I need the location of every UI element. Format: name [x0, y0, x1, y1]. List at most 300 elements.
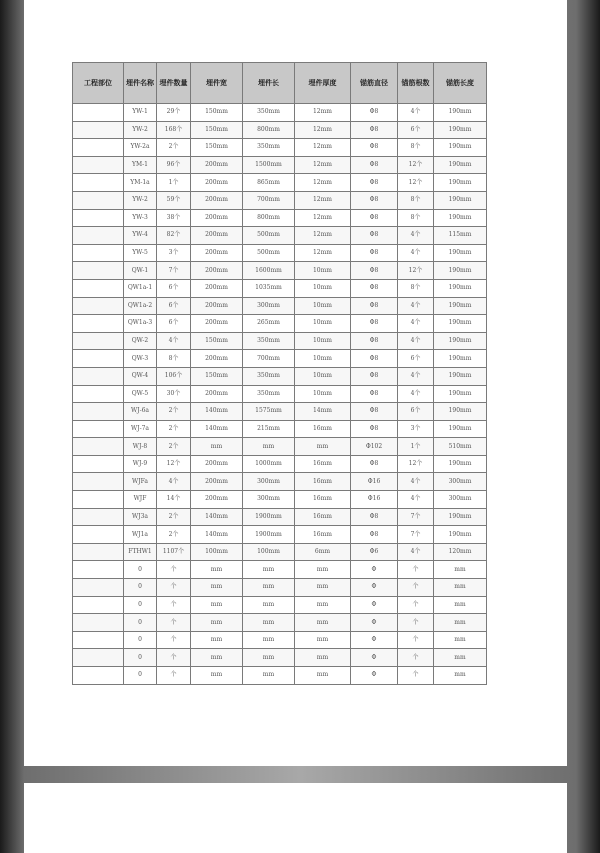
cell-project-location	[73, 420, 124, 438]
cell-project-location	[73, 315, 124, 333]
cell-part-thickness: 12mm	[295, 227, 351, 245]
table-body	[73, 104, 487, 685]
cell-part-length: mm	[243, 438, 295, 456]
cell-part-name: 0	[124, 614, 157, 632]
cell-anchor-length: 190mm	[434, 279, 487, 297]
cell-part-name: QW1a-3	[124, 315, 157, 333]
cell-part-thickness: mm	[295, 614, 351, 632]
cell-part-length: 800mm	[243, 121, 295, 139]
cell-part-name: WJFa	[124, 473, 157, 491]
cell-part-length: 1000mm	[243, 455, 295, 473]
cell-part-name: QW-5	[124, 385, 157, 403]
cell-anchor-diameter: Φ8	[351, 403, 398, 421]
cell-part-thickness: mm	[295, 561, 351, 579]
cell-part-length: 350mm	[243, 385, 295, 403]
cell-anchor-length: 300mm	[434, 491, 487, 509]
cell-part-width: mm	[191, 438, 243, 456]
cell-anchor-length: mm	[434, 596, 487, 614]
cell-anchor-count: 4个	[398, 367, 434, 385]
cell-project-location	[73, 631, 124, 649]
cell-project-location	[73, 139, 124, 157]
cell-anchor-length: 190mm	[434, 526, 487, 544]
table-row	[73, 579, 487, 597]
table-row	[73, 104, 487, 122]
cell-anchor-count: 6个	[398, 350, 434, 368]
cell-part-quantity: 个	[157, 596, 191, 614]
cell-project-location	[73, 350, 124, 368]
cell-anchor-length: 190mm	[434, 209, 487, 227]
cell-anchor-diameter: Φ102	[351, 438, 398, 456]
cell-part-name: WJF	[124, 491, 157, 509]
cell-part-length: mm	[243, 649, 295, 667]
cell-anchor-diameter: Φ8	[351, 315, 398, 333]
cell-part-quantity: 30个	[157, 385, 191, 403]
cell-part-width: 200mm	[191, 174, 243, 192]
cell-anchor-count: 6个	[398, 403, 434, 421]
cell-part-name: 0	[124, 561, 157, 579]
header-part-quantity: 埋件数量	[157, 63, 191, 104]
cell-part-width: 200mm	[191, 191, 243, 209]
cell-anchor-length: 190mm	[434, 121, 487, 139]
header-part-length: 埋件长	[243, 63, 295, 104]
cell-part-thickness: 12mm	[295, 139, 351, 157]
header-part-thickness: 埋件厚度	[295, 63, 351, 104]
cell-part-name: QW-4	[124, 367, 157, 385]
table-row	[73, 209, 487, 227]
cell-project-location	[73, 596, 124, 614]
cell-project-location	[73, 543, 124, 561]
table-row	[73, 438, 487, 456]
cell-part-name: WJ-6a	[124, 403, 157, 421]
cell-anchor-diameter: Φ8	[351, 508, 398, 526]
cell-part-length: 265mm	[243, 315, 295, 333]
cell-part-quantity: 个	[157, 631, 191, 649]
cell-part-length: 350mm	[243, 332, 295, 350]
cell-project-location	[73, 491, 124, 509]
cell-project-location	[73, 297, 124, 315]
table-row	[73, 473, 487, 491]
cell-part-quantity: 29个	[157, 104, 191, 122]
cell-part-name: QW1a-1	[124, 279, 157, 297]
cell-part-length: 500mm	[243, 227, 295, 245]
cell-part-width: 150mm	[191, 121, 243, 139]
cell-part-length: 1900mm	[243, 526, 295, 544]
cell-part-thickness: 6mm	[295, 543, 351, 561]
cell-anchor-diameter: Φ8	[351, 526, 398, 544]
cell-part-length: 300mm	[243, 297, 295, 315]
cell-part-length: 300mm	[243, 491, 295, 509]
cell-anchor-count: 个	[398, 631, 434, 649]
cell-anchor-length: 190mm	[434, 367, 487, 385]
cell-part-quantity: 7个	[157, 262, 191, 280]
cell-part-thickness: 12mm	[295, 156, 351, 174]
cell-part-length: 700mm	[243, 191, 295, 209]
cell-anchor-diameter: Φ8	[351, 121, 398, 139]
cell-anchor-length: 190mm	[434, 139, 487, 157]
cell-part-quantity: 6个	[157, 297, 191, 315]
cell-anchor-diameter: Φ8	[351, 191, 398, 209]
cell-part-quantity: 2个	[157, 420, 191, 438]
cell-part-width: mm	[191, 631, 243, 649]
cell-part-quantity: 14个	[157, 491, 191, 509]
cell-anchor-length: mm	[434, 631, 487, 649]
table-row	[73, 367, 487, 385]
cell-anchor-count: 8个	[398, 279, 434, 297]
cell-part-quantity: 4个	[157, 473, 191, 491]
cell-anchor-diameter: Φ	[351, 649, 398, 667]
cell-part-width: 140mm	[191, 420, 243, 438]
cell-anchor-diameter: Φ8	[351, 279, 398, 297]
table-row	[73, 596, 487, 614]
cell-part-width: 150mm	[191, 104, 243, 122]
cell-anchor-count: 个	[398, 561, 434, 579]
table-row	[73, 332, 487, 350]
cell-project-location	[73, 667, 124, 685]
cell-anchor-diameter: Φ	[351, 614, 398, 632]
cell-anchor-count: 8个	[398, 139, 434, 157]
cell-part-quantity: 个	[157, 579, 191, 597]
cell-project-location	[73, 209, 124, 227]
cell-part-thickness: 10mm	[295, 279, 351, 297]
cell-anchor-count: 1个	[398, 438, 434, 456]
cell-anchor-count: 个	[398, 649, 434, 667]
cell-anchor-diameter: Φ16	[351, 491, 398, 509]
cell-part-width: mm	[191, 579, 243, 597]
header-anchor-diameter: 锚筋直径	[351, 63, 398, 104]
cell-project-location	[73, 244, 124, 262]
cell-part-thickness: 10mm	[295, 262, 351, 280]
cell-part-thickness: mm	[295, 631, 351, 649]
cell-part-quantity: 个	[157, 561, 191, 579]
cell-part-length: 1500mm	[243, 156, 295, 174]
cell-anchor-length: 190mm	[434, 403, 487, 421]
cell-part-width: 140mm	[191, 508, 243, 526]
table-row	[73, 262, 487, 280]
cell-part-length: mm	[243, 667, 295, 685]
cell-anchor-length: 190mm	[434, 104, 487, 122]
cell-anchor-length: mm	[434, 649, 487, 667]
cell-project-location	[73, 526, 124, 544]
cell-part-name: 0	[124, 649, 157, 667]
cell-part-length: mm	[243, 561, 295, 579]
table-row	[73, 156, 487, 174]
cell-part-name: YW-2	[124, 121, 157, 139]
cell-anchor-length: 190mm	[434, 508, 487, 526]
header-part-name: 埋件名称	[124, 63, 157, 104]
cell-anchor-length: mm	[434, 667, 487, 685]
cell-part-quantity: 1个	[157, 174, 191, 192]
table-row	[73, 191, 487, 209]
table-row	[73, 526, 487, 544]
table-row	[73, 297, 487, 315]
cell-part-width: 200mm	[191, 262, 243, 280]
cell-project-location	[73, 121, 124, 139]
table-row	[73, 174, 487, 192]
cell-part-name: 0	[124, 579, 157, 597]
cell-part-quantity: 8个	[157, 350, 191, 368]
cell-project-location	[73, 227, 124, 245]
cell-project-location	[73, 174, 124, 192]
table-row	[73, 561, 487, 579]
cell-anchor-count: 4个	[398, 332, 434, 350]
cell-part-thickness: 10mm	[295, 297, 351, 315]
table-row	[73, 667, 487, 685]
table-row	[73, 121, 487, 139]
cell-part-thickness: mm	[295, 649, 351, 667]
cell-part-length: mm	[243, 579, 295, 597]
cell-part-thickness: 10mm	[295, 332, 351, 350]
cell-part-thickness: mm	[295, 596, 351, 614]
cell-part-thickness: 16mm	[295, 455, 351, 473]
cell-anchor-count: 12个	[398, 455, 434, 473]
cell-anchor-count: 12个	[398, 156, 434, 174]
cell-project-location	[73, 473, 124, 491]
cell-anchor-diameter: Φ8	[351, 156, 398, 174]
cell-anchor-count: 个	[398, 667, 434, 685]
cell-anchor-diameter: Φ8	[351, 297, 398, 315]
cell-part-name: QW1a-2	[124, 297, 157, 315]
cell-project-location	[73, 156, 124, 174]
cell-part-width: mm	[191, 667, 243, 685]
cell-part-width: 200mm	[191, 315, 243, 333]
cell-anchor-count: 4个	[398, 297, 434, 315]
cell-anchor-diameter: Φ	[351, 596, 398, 614]
cell-anchor-length: 190mm	[434, 350, 487, 368]
cell-project-location	[73, 614, 124, 632]
header-anchor-count: 锚筋根数	[398, 63, 434, 104]
cell-part-width: 200mm	[191, 227, 243, 245]
cell-part-name: YW-2	[124, 191, 157, 209]
cell-part-quantity: 2个	[157, 526, 191, 544]
cell-anchor-length: 190mm	[434, 174, 487, 192]
cell-part-width: mm	[191, 561, 243, 579]
cell-anchor-length: 300mm	[434, 473, 487, 491]
cell-anchor-diameter: Φ8	[351, 227, 398, 245]
cell-anchor-count: 4个	[398, 104, 434, 122]
cell-part-name: 0	[124, 596, 157, 614]
cell-part-width: 200mm	[191, 244, 243, 262]
cell-project-location	[73, 438, 124, 456]
cell-anchor-diameter: Φ8	[351, 139, 398, 157]
cell-part-quantity: 168个	[157, 121, 191, 139]
table-row	[73, 279, 487, 297]
cell-part-name: YW-2a	[124, 139, 157, 157]
cell-part-thickness: 16mm	[295, 491, 351, 509]
cell-part-name: 0	[124, 631, 157, 649]
cell-part-length: 350mm	[243, 104, 295, 122]
cell-anchor-count: 7个	[398, 508, 434, 526]
cell-part-length: mm	[243, 596, 295, 614]
cell-part-thickness: 12mm	[295, 104, 351, 122]
cell-part-width: 200mm	[191, 350, 243, 368]
cell-part-width: 140mm	[191, 526, 243, 544]
cell-anchor-diameter: Φ8	[351, 244, 398, 262]
cell-part-thickness: 14mm	[295, 403, 351, 421]
cell-part-length: 500mm	[243, 244, 295, 262]
cell-project-location	[73, 579, 124, 597]
cell-part-quantity: 106个	[157, 367, 191, 385]
cell-anchor-length: 190mm	[434, 315, 487, 333]
cell-part-quantity: 1107个	[157, 543, 191, 561]
cell-part-length: mm	[243, 631, 295, 649]
cell-anchor-diameter: Φ	[351, 579, 398, 597]
cell-anchor-diameter: Φ8	[351, 104, 398, 122]
cell-part-name: QW-3	[124, 350, 157, 368]
cell-anchor-count: 个	[398, 614, 434, 632]
table-row	[73, 315, 487, 333]
cell-project-location	[73, 104, 124, 122]
cell-part-length: 350mm	[243, 139, 295, 157]
cell-part-length: 100mm	[243, 543, 295, 561]
cell-anchor-count: 4个	[398, 473, 434, 491]
cell-anchor-diameter: Φ	[351, 631, 398, 649]
cell-part-quantity: 4个	[157, 332, 191, 350]
cell-part-name: YW-3	[124, 209, 157, 227]
cell-part-length: 350mm	[243, 367, 295, 385]
cell-project-location	[73, 279, 124, 297]
cell-part-width: 200mm	[191, 279, 243, 297]
next-page	[24, 783, 567, 853]
cell-part-thickness: 12mm	[295, 244, 351, 262]
cell-part-width: 140mm	[191, 403, 243, 421]
cell-part-name: WJ-8	[124, 438, 157, 456]
cell-part-quantity: 6个	[157, 279, 191, 297]
cell-project-location	[73, 561, 124, 579]
cell-part-name: 0	[124, 667, 157, 685]
cell-project-location	[73, 191, 124, 209]
table-row	[73, 543, 487, 561]
cell-part-quantity: 6个	[157, 315, 191, 333]
table-row	[73, 508, 487, 526]
table-row	[73, 244, 487, 262]
cell-anchor-count: 4个	[398, 491, 434, 509]
table-header-row	[73, 63, 487, 104]
cell-part-width: 200mm	[191, 156, 243, 174]
cell-anchor-diameter: Φ16	[351, 473, 398, 491]
cell-anchor-count: 12个	[398, 262, 434, 280]
table-row	[73, 350, 487, 368]
cell-anchor-count: 8个	[398, 191, 434, 209]
cell-project-location	[73, 385, 124, 403]
cell-anchor-length: 190mm	[434, 156, 487, 174]
cell-part-quantity: 38个	[157, 209, 191, 227]
cell-anchor-length: 190mm	[434, 191, 487, 209]
cell-anchor-length: 190mm	[434, 244, 487, 262]
cell-anchor-length: 190mm	[434, 297, 487, 315]
cell-part-name: YW-5	[124, 244, 157, 262]
cell-project-location	[73, 508, 124, 526]
cell-anchor-count: 4个	[398, 244, 434, 262]
cell-part-length: 215mm	[243, 420, 295, 438]
table-row	[73, 649, 487, 667]
cell-anchor-count: 6个	[398, 121, 434, 139]
cell-anchor-length: mm	[434, 579, 487, 597]
cell-anchor-count: 个	[398, 579, 434, 597]
cell-anchor-count: 4个	[398, 385, 434, 403]
cell-part-name: WJ-7a	[124, 420, 157, 438]
cell-part-thickness: 10mm	[295, 315, 351, 333]
cell-anchor-diameter: Φ8	[351, 367, 398, 385]
table-row	[73, 614, 487, 632]
cell-part-quantity: 个	[157, 649, 191, 667]
cell-part-thickness: 12mm	[295, 174, 351, 192]
table-row	[73, 420, 487, 438]
cell-part-name: FTHW1	[124, 543, 157, 561]
cell-part-thickness: 16mm	[295, 420, 351, 438]
cell-part-quantity: 2个	[157, 139, 191, 157]
cell-part-quantity: 12个	[157, 455, 191, 473]
cell-anchor-length: mm	[434, 614, 487, 632]
cell-part-length: 700mm	[243, 350, 295, 368]
cell-part-quantity: 2个	[157, 508, 191, 526]
cell-anchor-count: 4个	[398, 543, 434, 561]
cell-part-thickness: 12mm	[295, 121, 351, 139]
table-row	[73, 139, 487, 157]
cell-anchor-length: 190mm	[434, 420, 487, 438]
cell-anchor-count: 7个	[398, 526, 434, 544]
cell-part-name: YW-1	[124, 104, 157, 122]
cell-anchor-count: 4个	[398, 227, 434, 245]
header-anchor-length: 锚筋长度	[434, 63, 487, 104]
table-row	[73, 227, 487, 245]
cell-part-name: QW-2	[124, 332, 157, 350]
cell-part-quantity: 2个	[157, 438, 191, 456]
cell-part-thickness: 12mm	[295, 209, 351, 227]
cell-part-width: 150mm	[191, 367, 243, 385]
cell-anchor-length: 190mm	[434, 385, 487, 403]
cell-part-length: 865mm	[243, 174, 295, 192]
cell-project-location	[73, 649, 124, 667]
cell-part-thickness: 16mm	[295, 508, 351, 526]
table-row	[73, 403, 487, 421]
cell-part-width: 150mm	[191, 139, 243, 157]
cell-part-width: 200mm	[191, 491, 243, 509]
cell-project-location	[73, 332, 124, 350]
cell-part-width: 200mm	[191, 473, 243, 491]
cell-anchor-length: 190mm	[434, 455, 487, 473]
cell-anchor-diameter: Φ8	[351, 385, 398, 403]
table-row	[73, 631, 487, 649]
spreadsheet-page	[24, 0, 567, 766]
cell-anchor-diameter: Φ8	[351, 174, 398, 192]
cell-part-width: 200mm	[191, 385, 243, 403]
cell-part-width: 100mm	[191, 543, 243, 561]
cell-anchor-count: 3个	[398, 420, 434, 438]
header-part-width: 埋件宽	[191, 63, 243, 104]
table-row	[73, 455, 487, 473]
cell-anchor-count: 8个	[398, 209, 434, 227]
cell-part-length: 300mm	[243, 473, 295, 491]
cell-anchor-length: 115mm	[434, 227, 487, 245]
cell-part-name: QW-1	[124, 262, 157, 280]
table-row	[73, 491, 487, 509]
cell-anchor-count: 个	[398, 596, 434, 614]
header-project-location: 工程部位	[73, 63, 124, 104]
cell-part-quantity: 82个	[157, 227, 191, 245]
cell-part-quantity: 96个	[157, 156, 191, 174]
cell-anchor-diameter: Φ	[351, 561, 398, 579]
cell-anchor-diameter: Φ8	[351, 455, 398, 473]
cell-part-width: 200mm	[191, 455, 243, 473]
cell-part-width: 150mm	[191, 332, 243, 350]
cell-part-name: YW-4	[124, 227, 157, 245]
cell-anchor-length: mm	[434, 561, 487, 579]
cell-part-length: 800mm	[243, 209, 295, 227]
cell-anchor-length: 190mm	[434, 262, 487, 280]
cell-anchor-length: 120mm	[434, 543, 487, 561]
cell-part-length: 1900mm	[243, 508, 295, 526]
cell-part-thickness: 16mm	[295, 526, 351, 544]
